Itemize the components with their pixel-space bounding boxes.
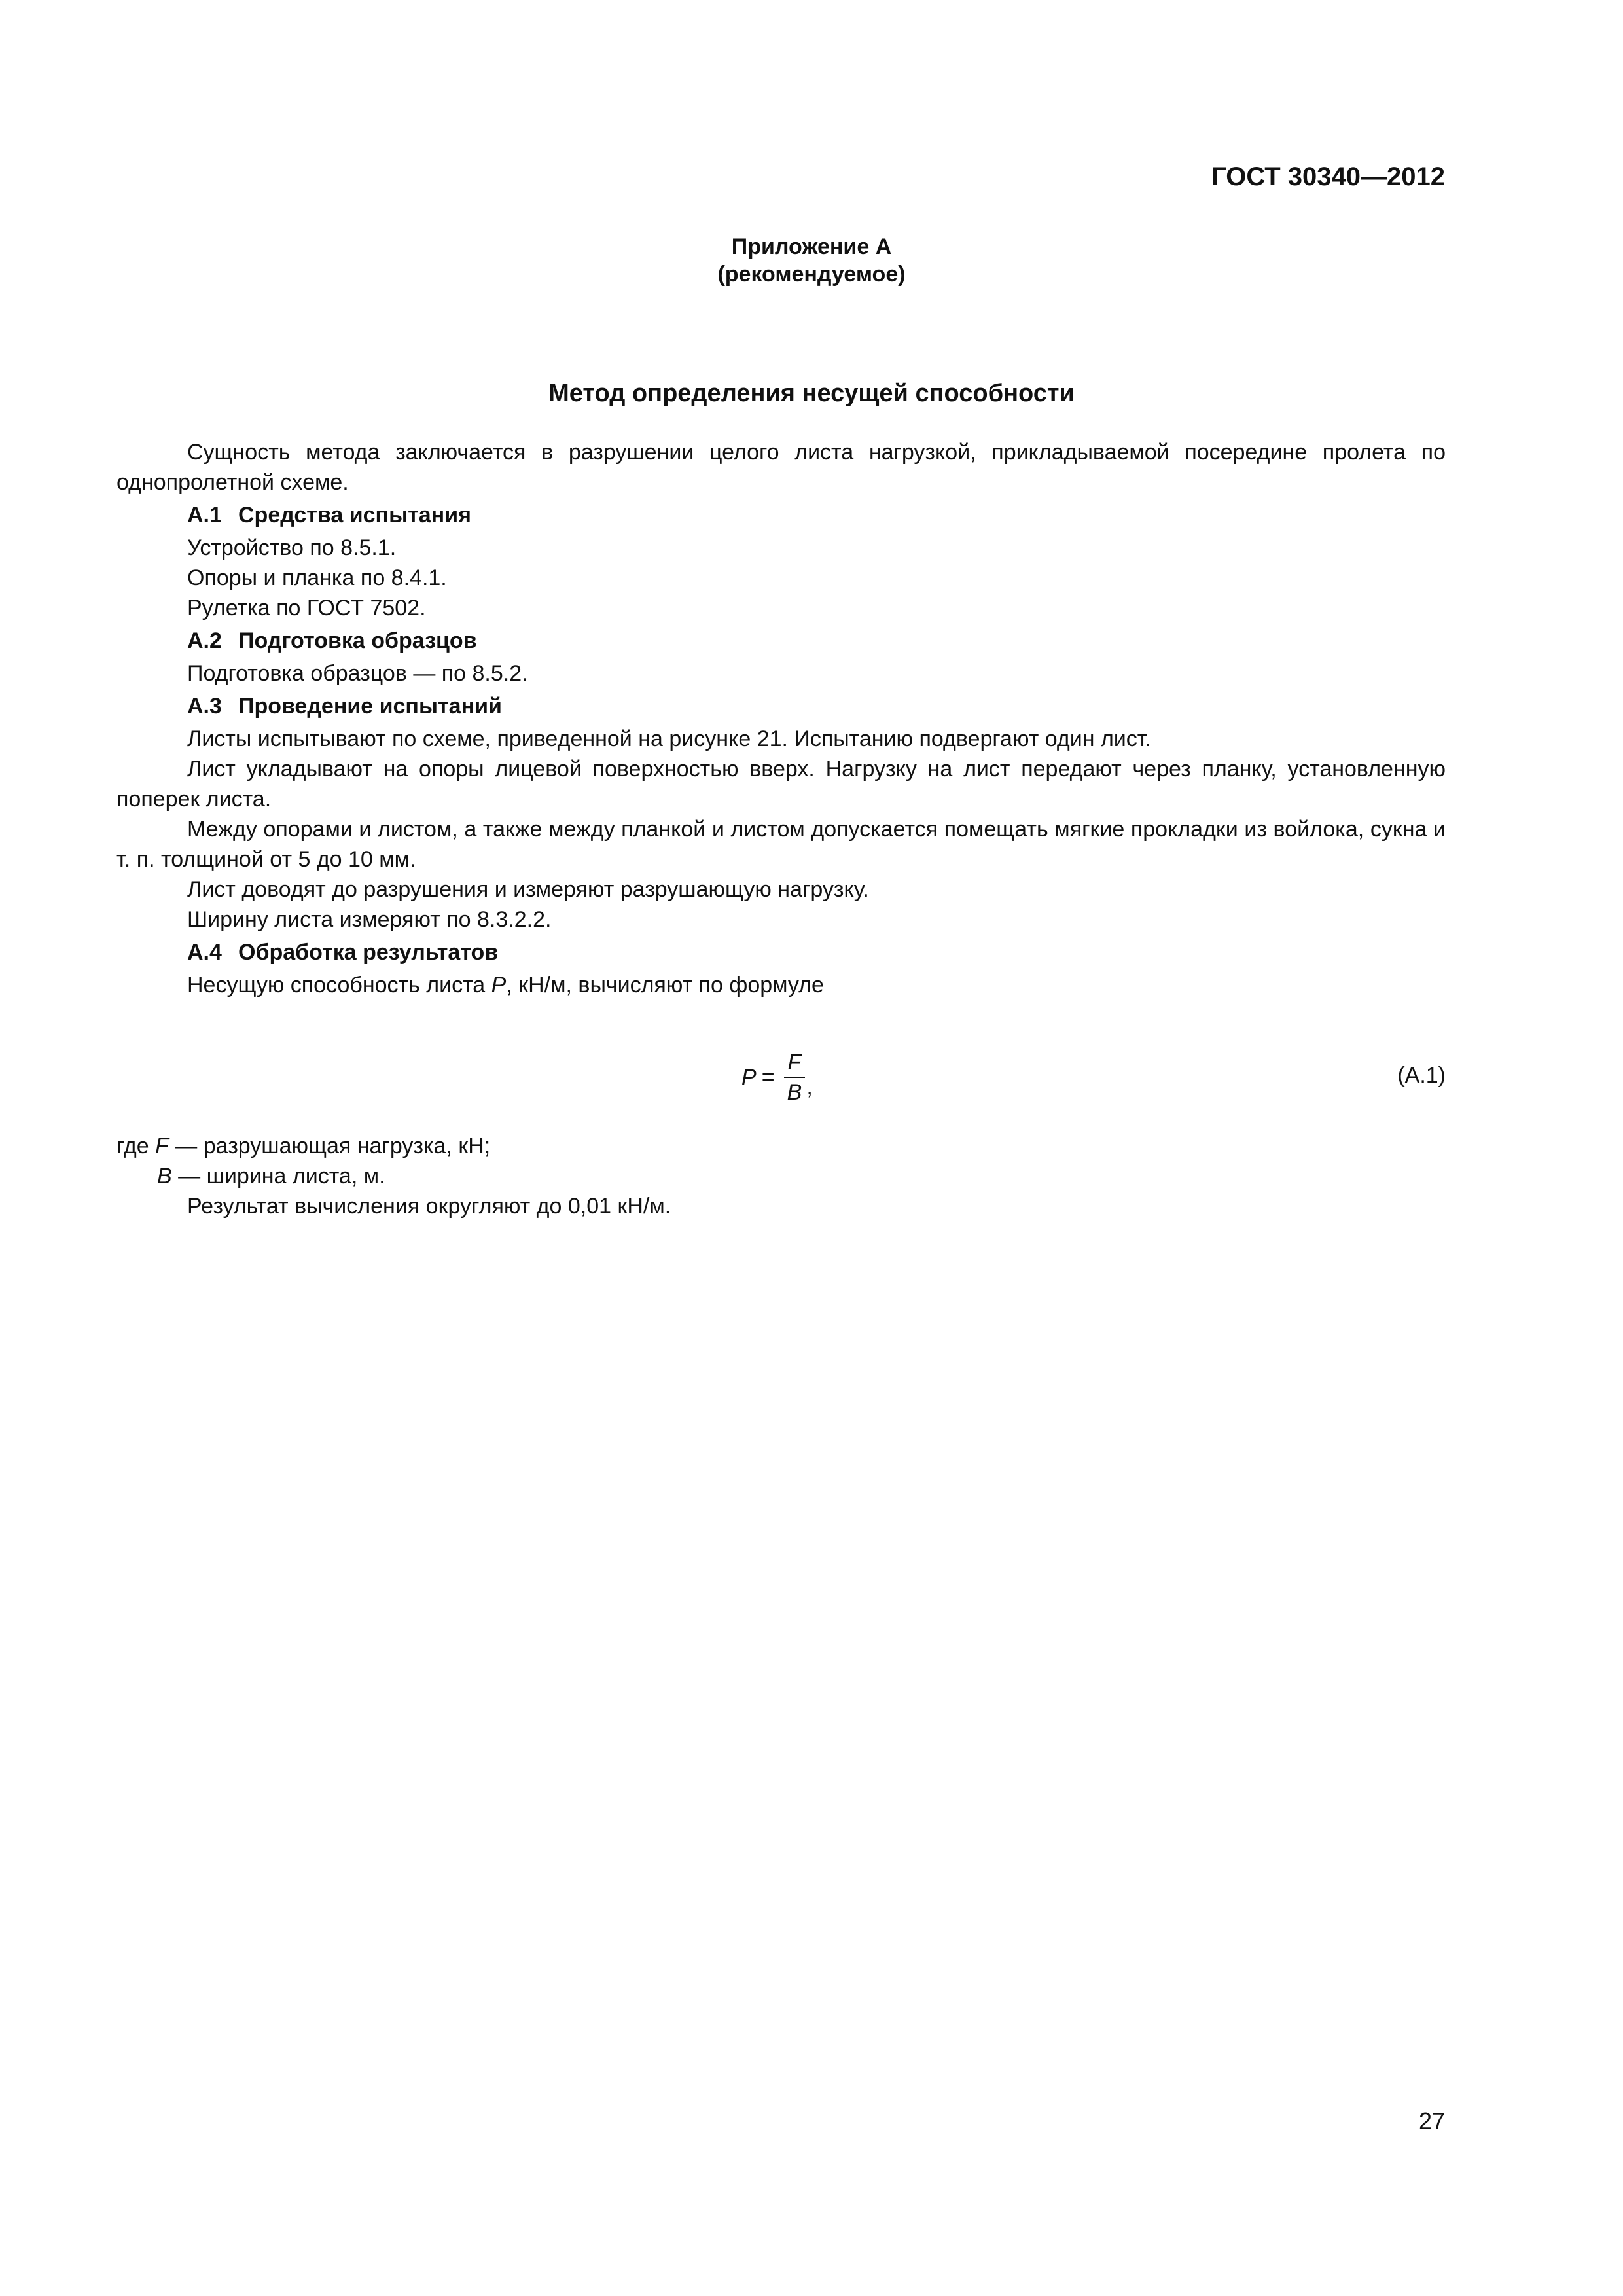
method-title: Метод определения несущей способности <box>548 380 1075 407</box>
standard-code: ГОСТ 30340—2012 <box>1211 162 1445 191</box>
paragraph: Опоры и планка по 8.4.1. <box>187 565 447 590</box>
formula-trail: , <box>806 1074 813 1100</box>
paragraph: Лист укладывают на опоры лицевой поверхностью вверх. Нагрузку на лист передают через планку, установленную поперек листа. <box>116 757 1446 812</box>
formula <box>741 1038 813 1117</box>
paragraph: Лист доводят до разрушения и измеряют разрушающую нагрузку. <box>187 877 869 902</box>
paragraph: Между опорами и листом, а также между планкой и листом допускается помещать мягкие прокладки из войлока, сукна и т. п. толщиной от 5 до 10 мм. <box>116 817 1446 872</box>
rounding-note: Результат вычисления округляют до 0,01 кН/м. <box>187 1194 671 1219</box>
paragraph: Листы испытывают по схеме, приведенной на рисунке 21. Испытанию подвергают один лист. <box>187 726 1152 751</box>
paragraph: Устройство по 8.5.1. <box>187 535 397 560</box>
equation-number: (А.1) <box>1397 1063 1446 1088</box>
formula-equals: = <box>761 1064 775 1090</box>
definition-b: B — ширина листа, м. <box>157 1164 385 1189</box>
section-heading-a2: А.2 Подготовка образцов <box>187 628 477 653</box>
page-number: 27 <box>1418 2108 1445 2134</box>
section-heading-a4: А.4 Обработка результатов <box>187 940 499 965</box>
formula-lhs: P <box>741 1064 757 1090</box>
annex-body <box>116 437 1446 1000</box>
formula-lead-paragraph: Несущую способность листа P, кН/м, вычисляют по формуле <box>187 973 824 997</box>
paragraph: Рулетка по ГОСТ 7502. <box>187 596 426 620</box>
annex-title: Приложение А <box>731 234 892 259</box>
formula-row <box>116 1038 1446 1117</box>
definition-f: где F — разрушающая нагрузка, кН; <box>116 1134 491 1158</box>
paragraph: Ширину листа измеряют по 8.3.2.2. <box>187 907 552 932</box>
formula-fraction <box>784 1048 806 1107</box>
paragraph: Подготовка образцов — по 8.5.2. <box>187 661 528 686</box>
intro-paragraph: Сущность метода заключается в разрушении целого листа нагрузкой, прикладываемой посередине пролета по однопролетной схеме. <box>116 440 1446 495</box>
formula-numerator: F <box>784 1048 806 1078</box>
section-heading-a1: А.1 Средства испытания <box>187 503 471 528</box>
section-heading-a3: А.3 Проведение испытаний <box>187 694 502 719</box>
formula-denominator: B <box>787 1080 802 1105</box>
variable-definitions <box>116 1131 1446 1221</box>
annex-type: (рекомендуемое) <box>717 262 906 287</box>
